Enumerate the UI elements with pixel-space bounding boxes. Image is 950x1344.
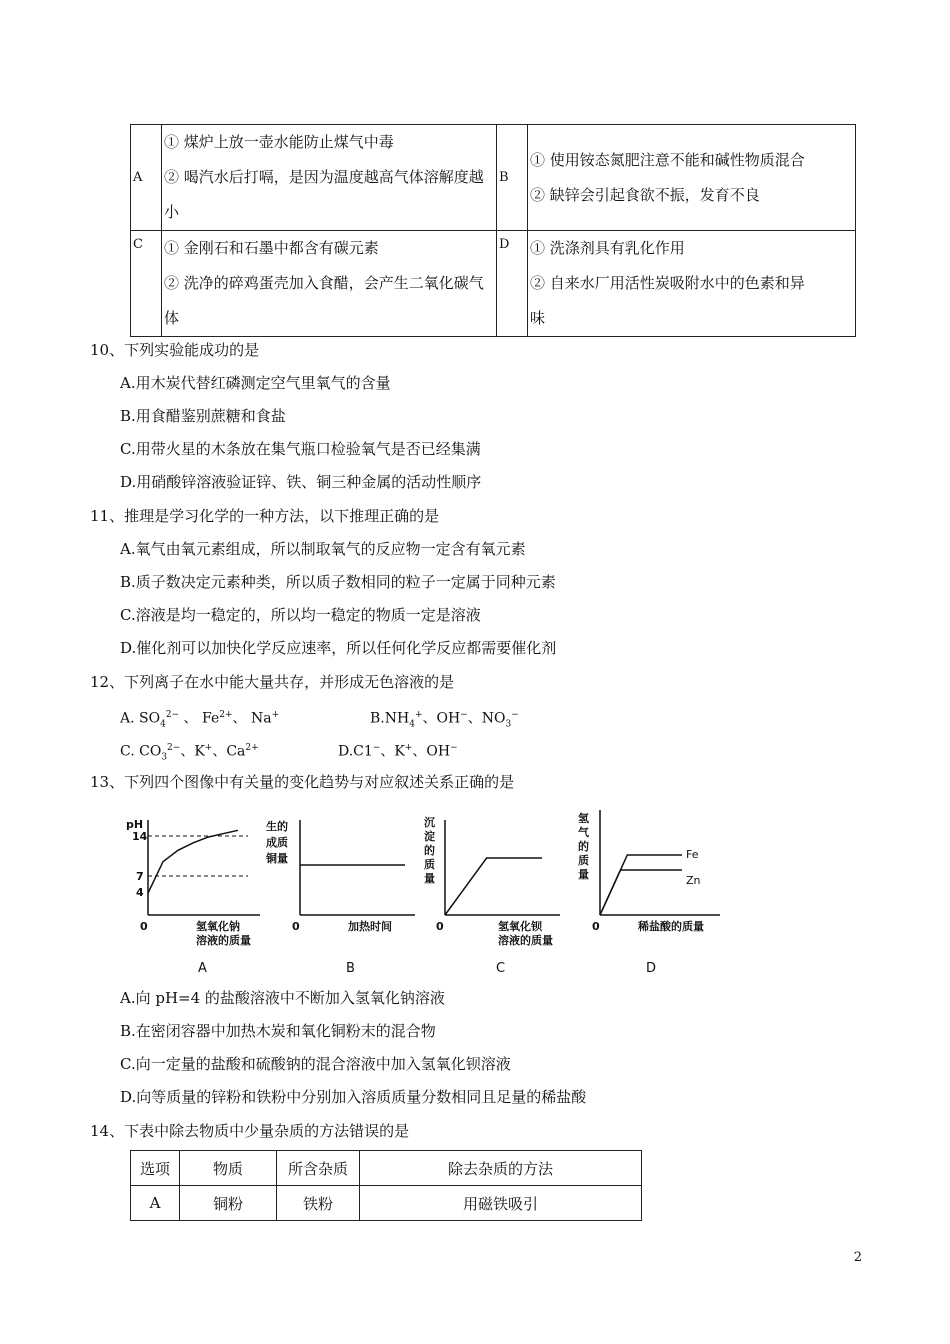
q13-option-c: C.向一定量的盐酸和硫酸钠的混合溶液中加入氢氧化钡溶液 [120,1055,511,1073]
chart-d-ylabel-3: 的 [578,840,589,853]
chart-c-ylabel-1: 沉 [424,816,435,829]
chart-c-origin: 0 [436,920,444,933]
q14-stem: 14、下表中除去物质中少量杂质的方法错误的是 [90,1122,410,1140]
q10-option-d: D.用硝酸锌溶液验证锌、铁、铜三种金属的活动性顺序 [120,473,482,491]
chart-b-origin: 0 [292,920,300,933]
q13-option-a: A.向 pH=4 的盐酸溶液中不断加入氢氧化钠溶液 [120,989,445,1007]
column-header-substance: 物质 [180,1151,277,1186]
option-label-c: C [131,231,162,337]
table-cell: 铁粉 [277,1186,360,1221]
chart-caption-d: D [646,961,657,976]
option-c-line-3: 体 [164,309,180,327]
chart-d-xlabel: 稀盐酸的质量 [638,920,704,933]
chart-d-series-fe [600,855,682,915]
q11-stem: 11、推理是学习化学的一种方法，以下推理正确的是 [90,507,440,525]
chart-c-ylabel-2: 淀 [424,830,435,843]
option-a-line-2: ② 喝汽水后打嗝，是因为温度越高气体溶解度越 [164,168,484,186]
option-d-line-2: ② 自来水厂用活性炭吸附水中的色素和异 [530,274,805,292]
table-row [131,125,856,231]
chart-a-ylabel: pH [126,818,144,831]
chart-c-series-line [445,858,542,915]
q11-option-b: B.质子数决定元素种类，所以质子数相同的粒子一定属于同种元素 [120,573,556,591]
column-header-option: 选项 [131,1151,180,1186]
chart-d-legend-fe: Fe [686,848,699,861]
table-row [131,231,856,337]
chart-caption-a: A [198,961,207,976]
option-a-line-1: ① 煤炉上放一壶水能防止煤气中毒 [164,133,394,151]
option-b-text [528,125,856,231]
chart-b-xlabel: 加热时间 [348,920,392,933]
q12-stem: 12、下列离子在水中能大量共存，并形成无色溶液的是 [90,673,455,691]
q11-option-d: D.催化剂可以加快化学反应速率，所以任何化学反应都需要催化剂 [120,639,557,657]
chart-c-xlabel-1: 氢氧化钡 [498,920,542,933]
q10-option-c: C.用带火星的木条放在集气瓶口检验氧气是否已经集满 [120,440,481,458]
chart-d-ylabel-4: 质 [578,854,589,867]
chart-a-tick-14: 14 [132,830,148,843]
chart-d-ylabel-1: 氢 [578,812,589,825]
q11-option-a: A.氧气由氧元素组成，所以制取氧气的反应物一定含有氧元素 [120,540,526,558]
chart-b [265,819,415,933]
table-cell: 用磁铁吸引 [360,1186,642,1221]
option-label-a: A [131,125,162,231]
chart-d-ylabel-5: 量 [578,868,589,881]
column-header-impurity: 所含杂质 [277,1151,360,1186]
chart-a-tick-4: 4 [136,886,144,899]
option-c-line-1: ① 金刚石和石墨中都含有碳元素 [164,239,379,257]
table-row [131,1186,642,1221]
chart-c-xlabel-2: 溶液的质量 [498,934,553,947]
option-label-b: B [497,125,528,231]
q10-option-a: A.用木炭代替红磷测定空气里氧气的含量 [120,374,391,392]
q13-option-b: B.在密闭容器中加热木炭和氧化铜粉末的混合物 [120,1022,436,1040]
chart-caption-b: B [346,961,355,976]
chart-b-ylabel-1: 生的 [266,820,288,833]
chart-d-origin: 0 [592,920,600,933]
option-c-line-2: ② 洗净的碎鸡蛋壳加入食醋，会产生二氧化碳气 [164,274,484,292]
chart-c-ylabel-4: 质 [424,858,435,871]
option-d-line-3: 味 [530,309,546,327]
option-a-line-3: 小 [164,203,180,221]
q12-option-d: D.C1−、K+、OH− [338,743,458,760]
chart-a-xlabel-1: 氢氧化钠 [196,920,240,933]
chart-a-origin: 0 [140,920,148,933]
option-d-text [528,231,856,337]
option-a-text [162,125,497,231]
q11-option-c: C.溶液是均一稳定的，所以均一稳定的物质一定是溶液 [120,606,481,624]
chart-d [578,810,720,933]
q12-option-c: C. $CO_3^{2-}$、K+、$Ca^{2+}$ [120,743,259,763]
chart-d-legend-zn: Zn [686,874,701,887]
chart-b-ylabel-2: 成质 [266,836,288,849]
option-b-line-1: ① 使用铵态氮肥注意不能和碱性物质混合 [530,150,805,169]
q13-charts [120,800,740,980]
chart-caption-c: C [496,961,506,976]
chart-a [126,818,260,947]
chart-c [424,815,560,947]
table-cell: A [131,1186,180,1221]
chart-b-ylabel-3: 铜量 [266,852,288,865]
option-c-text [162,231,497,337]
q10-stem: 10、下列实验能成功的是 [90,341,260,359]
chart-d-series-zn [600,870,682,915]
q9-options-table [130,124,856,337]
table-cell: 铜粉 [180,1186,277,1221]
q12-option-a: A. $SO_4^{2-}$ 、 $Fe^{2+}$、 Na+ [120,710,280,730]
option-label-d: D [497,231,528,337]
q14-table [130,1150,642,1221]
q13-stem: 13、下列四个图像中有关量的变化趋势与对应叙述关系正确的是 [90,773,515,791]
q10-option-b: B.用食醋鉴别蔗糖和食盐 [120,407,286,425]
chart-d-ylabel-2: 气 [578,826,589,839]
chart-a-series-line [148,830,238,893]
chart-c-ylabel-5: 量 [424,872,435,885]
chart-a-xlabel-2: 溶液的质量 [196,934,251,947]
chart-a-tick-7: 7 [136,870,144,883]
option-d-line-1: ① 洗涤剂具有乳化作用 [530,239,685,257]
column-header-method: 除去杂质的方法 [360,1151,642,1186]
q13-option-d: D.向等质量的锌粉和铁粉中分别加入溶质质量分数相同且足量的稀盐酸 [120,1088,587,1106]
page-number: 2 [853,1250,862,1265]
table-header-row [131,1151,642,1186]
chart-c-ylabel-3: 的 [424,844,435,857]
option-b-line-2: ② 缺锌会引起食欲不振，发育不良 [530,185,760,204]
q12-option-b: $B.NH_4^+$、OH−、$NO_3^-$ [370,710,519,730]
